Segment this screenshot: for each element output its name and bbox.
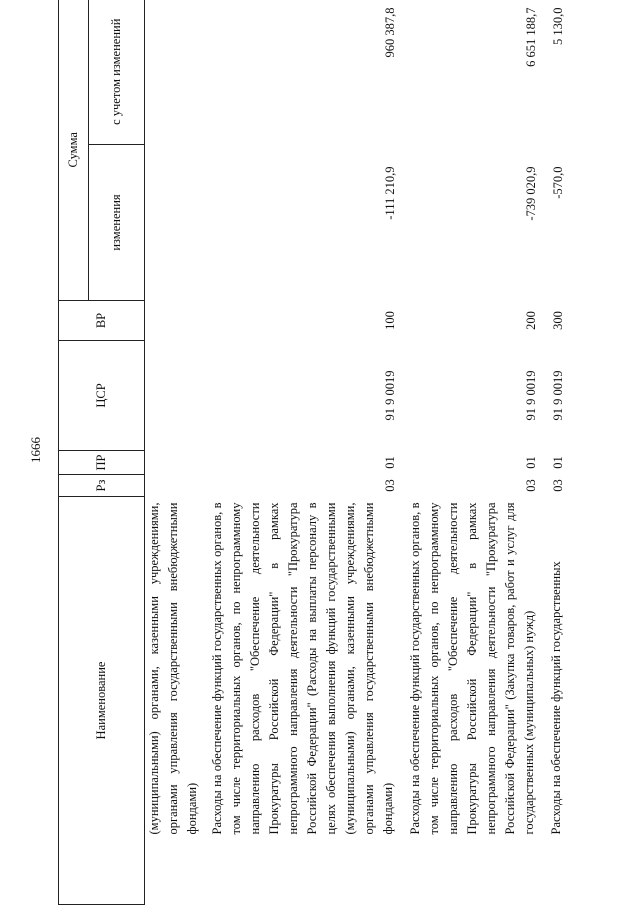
row-total: 5 130,0 (551, 7, 565, 45)
row-vr: 300 (551, 311, 565, 330)
row-vr: 100 (383, 311, 397, 330)
row-name: (муниципальными) органами, казенными учреждениями, органами управления государственными внебюджетными фондами) (147, 502, 199, 835)
row-csr: 91 9 0019 (383, 370, 397, 421)
header-with-change: с учетом изменений (89, 0, 145, 145)
row-csr: 91 9 0019 (524, 370, 538, 421)
row-name: Расходы на обеспечение функций государственных органов, в том числе территориальных органов, по непрограммному направлению расходов "Обеспечение деятельности Прокуратуры Российской Федерации" в рамках непрограммного направления деятельности "Прокуратура Российской Федерации" (Закупка товаров, работ и услуг для государственных (муниципальных) нужд) (408, 502, 536, 835)
header-rz: Рз (59, 475, 145, 497)
table-row (400, 0, 541, 905)
row-pr: 01 (524, 456, 538, 469)
header-change: изменения (89, 145, 145, 301)
row-total: 960 387,8 (383, 7, 397, 58)
budget-table (58, 0, 568, 905)
header-vr: ВР (59, 301, 145, 341)
table-row (206, 0, 400, 905)
header-name: Наименование (59, 497, 145, 905)
table-body (145, 0, 569, 905)
table-row (145, 0, 207, 905)
row-total (145, 0, 207, 145)
header-sum: Сумма (59, 0, 89, 301)
row-vr: 200 (524, 311, 538, 330)
row-vr (145, 301, 207, 341)
row-change: -570,0 (551, 166, 565, 199)
header-csr: ЦСР (59, 341, 145, 451)
table-row (541, 0, 568, 905)
row-rz (145, 475, 207, 497)
row-csr: 91 9 0019 (551, 370, 565, 421)
table-header (59, 0, 145, 905)
row-pr: 01 (551, 456, 565, 469)
row-change (145, 145, 207, 301)
row-rz: 03 (524, 479, 538, 492)
row-change: -739 020,9 (524, 166, 538, 221)
row-name: Расходы на обеспечение функций государственных органов, в том числе территориальных органов, по непрограммному направлению расходов "Обеспечение деятельности Прокуратуры Российской Федерации" в рамках непрограммного направления деятельности "Прокуратура Российской Федерации" (Расходы на выплаты персоналу в целях обеспечения выполнения функций государственными (муниципальными) органами, казенными учреждениями, органами управления государственными внебюджетными фондами) (210, 502, 395, 835)
row-change: -111 210,9 (383, 166, 397, 220)
row-pr (145, 451, 207, 475)
row-name: Расходы на обеспечение функций государственных (549, 561, 563, 835)
row-rz: 03 (383, 479, 397, 492)
header-pr: ПР (59, 451, 145, 475)
row-csr (145, 341, 207, 451)
row-total: 6 651 188,7 (524, 7, 538, 67)
page-number: 1666 (28, 437, 43, 463)
row-rz: 03 (551, 479, 565, 492)
row-pr: 01 (383, 456, 397, 469)
